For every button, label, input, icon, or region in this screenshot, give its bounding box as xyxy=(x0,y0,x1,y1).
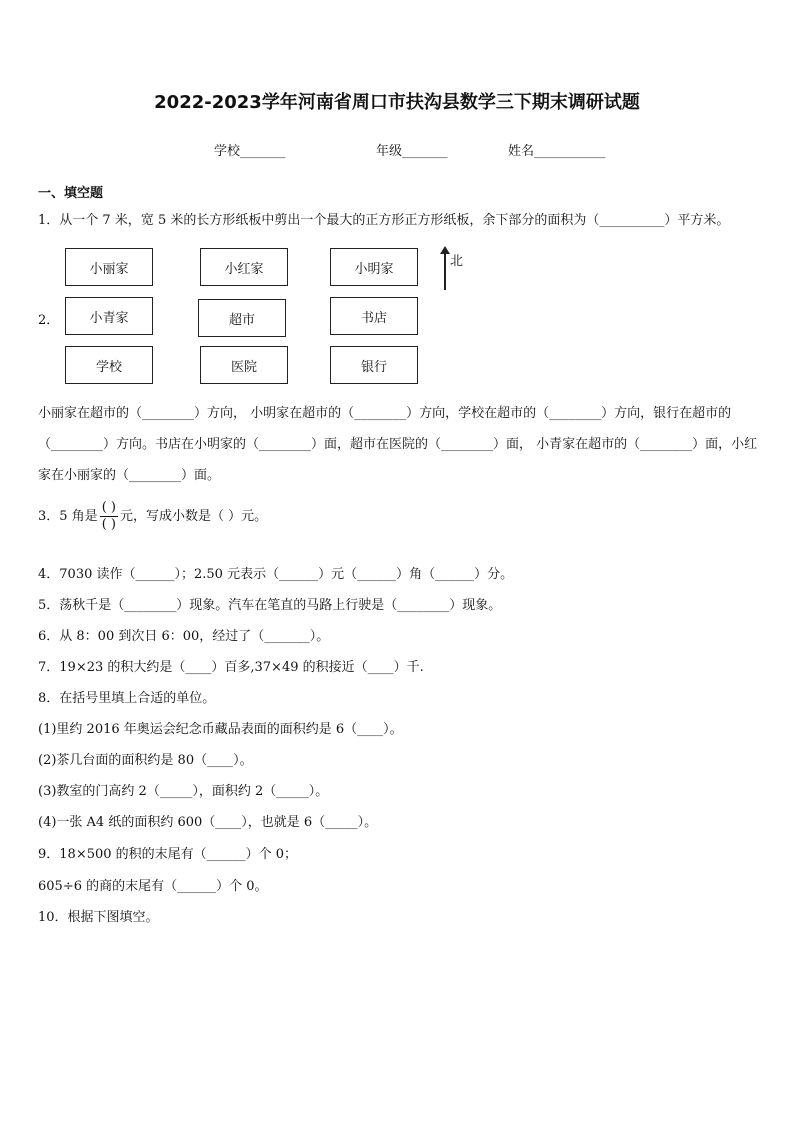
question-9b: 605÷6 的商的末尾有（______）个 0。 xyxy=(38,879,268,894)
map-box-bank: 银行 xyxy=(330,346,418,384)
map-box-bookstore: 书店 xyxy=(330,297,418,335)
page-title: 2022-2023学年河南省周口市扶沟县数学三下期末调研试题 xyxy=(154,92,640,113)
question-3 xyxy=(38,500,267,533)
question-7: 7．19×23 的积大约是（____）百多,37×49 的积接近（____）千. xyxy=(38,660,424,675)
grade-field: 年级_______ xyxy=(376,144,448,159)
map-box-xiaoli-home: 小丽家 xyxy=(65,248,153,286)
question-2-number: 2． xyxy=(38,313,60,328)
map-box-xiaohong-home: 小红家 xyxy=(200,248,288,286)
question-8: 8．在括号里填上合适的单位。 xyxy=(38,691,216,706)
fraction-numerator: ( ) xyxy=(101,500,116,515)
school-field: 学校_______ xyxy=(214,144,286,159)
question-9a: 9．18×500 的积的末尾有（______）个 0； xyxy=(38,847,298,862)
map-box-supermarket: 超市 xyxy=(198,299,286,337)
question-8-1: (1)里约 2016 年奥运会纪念币藏品表面的面积约是 6（____）。 xyxy=(38,722,403,737)
question-4: 4．7030 读作（______）；2.50 元表示（______）元（______）角（______）分。 xyxy=(38,567,514,582)
map-box-xiaoming-home: 小明家 xyxy=(330,248,418,286)
question-2-text: 小丽家在超市的（________）方向， 小明家在超市的（________）方向，学校在超市的（________）方向，银行在超市的（________）方向。书店在小明家的（________）面，超市在医院的（________）面， 小青家在超市的（________）面，小红家在小丽家的（________）面。 xyxy=(38,406,758,483)
section-heading: 一、填空题 xyxy=(38,186,104,201)
map-box-hospital: 医院 xyxy=(200,346,288,384)
question-8-2: (2)茶几台面的面积约是 80（____）。 xyxy=(38,753,253,768)
fraction xyxy=(100,500,118,533)
question-1: 1．从一个 7 米，宽 5 米的长方形纸板中剪出一个最大的正方形正方形纸板，余下部分的面积为（__________）平方米。 xyxy=(38,213,730,228)
question-3-suffix: 元，写成小数是（ ）元。 xyxy=(119,509,268,524)
map-box-xiaoqing-home: 小青家 xyxy=(65,297,153,335)
map-box-school: 学校 xyxy=(65,346,153,384)
question-5: 5．荡秋千是（________）现象。汽车在笔直的马路上行驶是（________）现象。 xyxy=(38,598,502,613)
north-label: 北 xyxy=(450,254,464,269)
question-6: 6．从 8：00 到次日 6：00，经过了（_______）。 xyxy=(38,629,330,644)
question-10: 10．根据下图填空。 xyxy=(38,910,159,925)
question-8-3: (3)教室的门高约 2（_____），面积约 2（_____）。 xyxy=(38,784,329,799)
name-field: 姓名___________ xyxy=(508,144,606,159)
question-3-prefix: 3．5 角是 xyxy=(38,509,98,524)
fraction-denominator: ( ) xyxy=(101,517,116,532)
north-arrow-icon xyxy=(444,248,446,290)
question-8-4: (4)一张 A4 纸的面积约 600（____），也就是 6（_____）。 xyxy=(38,815,378,830)
